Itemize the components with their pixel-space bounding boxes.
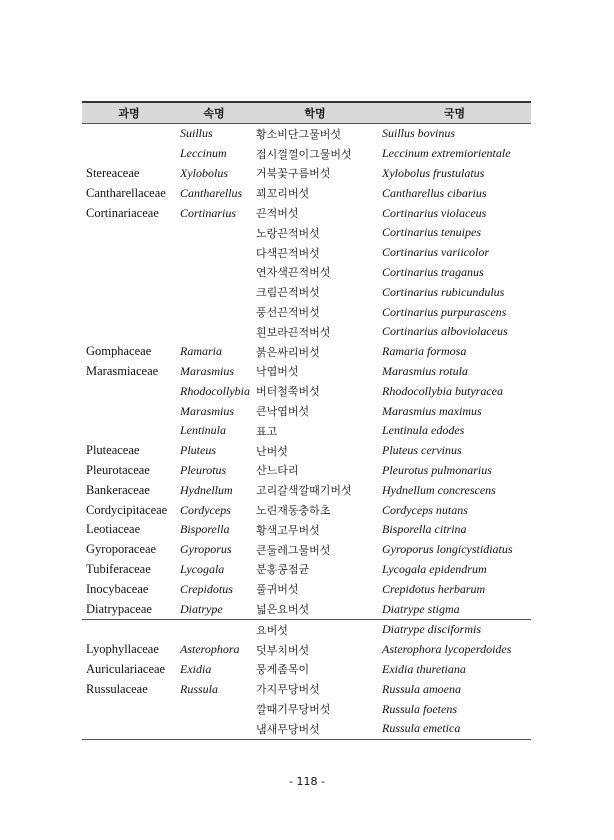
table-row (82, 342, 531, 362)
table-row (82, 362, 531, 382)
genus-cell: Crepidotus (180, 581, 233, 596)
genus-cell: Leccinum (180, 146, 227, 161)
genus-cell: Marasmius (180, 403, 235, 418)
header-korean-name: 국명 (378, 102, 531, 124)
scientific-name-cell: Ramaria formosa (382, 344, 467, 359)
scientific-name-cell: Cortinarius rubicundulus (382, 284, 505, 299)
genus-cell: Gyroporus (180, 542, 232, 557)
table-row (82, 640, 531, 660)
genus-cell (176, 223, 252, 243)
genus-cell: Lentinula (180, 423, 227, 438)
genus-cell (176, 302, 252, 322)
scientific-name-cell: Cortinarius variicolor (382, 245, 490, 260)
header-scientific-name: 학명 (252, 102, 378, 124)
table-row (82, 480, 531, 500)
table-row (82, 302, 531, 322)
scientific-name-cell: Pluteus cervinus (382, 443, 462, 458)
genus-cell: Exidia (180, 661, 212, 676)
table-row (82, 421, 531, 441)
korean-name-cell: 넓은요버섯 (252, 599, 378, 619)
family-cell (82, 619, 176, 639)
table-row (82, 322, 531, 342)
table-row (82, 719, 531, 739)
genus-cell: Cortinarius (180, 205, 237, 220)
korean-name-cell: 거북꽃구름버섯 (256, 167, 331, 181)
family-cell (82, 223, 176, 243)
genus-cell (176, 322, 252, 342)
table-row (82, 124, 531, 144)
scientific-name-cell: Marasmius rotula (382, 363, 468, 378)
korean-name-cell: 풍선끈적버섯 (256, 306, 320, 320)
genus-cell: Pleurotus (180, 462, 227, 477)
korean-name-cell: 버터철쭉버섯 (256, 385, 320, 399)
korean-name-cell: 붉은싸리버섯 (256, 345, 320, 359)
table-row (82, 699, 531, 719)
genus-cell (176, 719, 252, 739)
family-cell (82, 381, 176, 401)
table-row (82, 263, 531, 283)
table-row (82, 401, 531, 421)
scientific-name-cell: Diatrype disciformis (382, 622, 481, 637)
page-number: - 118 - (289, 775, 325, 788)
table-row (82, 520, 531, 540)
genus-cell: Russula (180, 681, 219, 696)
family-cell: Inocybaceae (86, 581, 149, 596)
scientific-name-cell: Cortinarius purpurascens (382, 304, 507, 319)
table-row (82, 223, 531, 243)
genus-cell: Ramaria (180, 344, 222, 359)
genus-cell (176, 282, 252, 302)
scientific-name-cell: Exidia thuretiana (382, 661, 466, 676)
family-cell (82, 421, 176, 441)
family-cell (82, 699, 176, 719)
family-cell (82, 243, 176, 263)
korean-name-cell: 깔때기무당버섯 (256, 703, 331, 716)
korean-name-cell: 황소비단그물버섯 (256, 127, 342, 141)
korean-name-cell: 연자색끈적버섯 (256, 266, 331, 280)
family-cell: Tubiferaceae (86, 561, 151, 576)
table-row (82, 282, 531, 302)
family-cell: Lyophyllaceae (86, 642, 159, 657)
scientific-name-cell: Suillus bovinus (382, 126, 456, 141)
genus-cell: Pluteus (180, 443, 216, 458)
family-cell: Cortinariaceae (86, 205, 159, 220)
table-row (82, 144, 531, 164)
genus-cell: Suillus (180, 126, 213, 141)
family-cell: Gyroporaceae (86, 542, 157, 557)
scientific-name-cell: Pleurotus pulmonarius (382, 462, 492, 477)
genus-cell: Bisporella (180, 522, 230, 537)
scientific-name-cell: Marasmius maximus (382, 403, 482, 418)
scientific-name-cell: Russula emetica (378, 719, 531, 739)
table-row (82, 579, 531, 599)
family-cell: Stereaceae (86, 165, 140, 180)
genus-cell: Rhodocollybia (180, 383, 250, 398)
table-row (82, 243, 531, 263)
species-table (82, 101, 531, 740)
table-row (82, 500, 531, 520)
family-cell: Diatrypaceae (82, 599, 176, 619)
family-cell (82, 282, 176, 302)
korean-name-cell: 꾀꼬리버섯 (256, 187, 310, 201)
scientific-name-cell: Cordyceps nutans (382, 502, 468, 517)
table-row (82, 461, 531, 481)
korean-name-cell: 큰둘레그물버섯 (256, 543, 331, 557)
scientific-name-cell: Cortinarius violaceus (382, 205, 487, 220)
family-cell: Auriculariaceae (86, 661, 166, 676)
table-row (82, 203, 531, 223)
scientific-name-cell: Hydnellum concrescens (382, 482, 496, 497)
scientific-name-cell: Lentinula edodes (382, 423, 465, 438)
family-cell: Russulaceae (86, 681, 148, 696)
table-row (82, 619, 531, 639)
table-header-row (82, 102, 531, 124)
korean-name-cell: 접시껄껄이그물버섯 (256, 147, 352, 161)
korean-name-cell: 표고 (256, 424, 278, 438)
scientific-name-cell: Bisporella citrina (382, 522, 467, 537)
family-cell (82, 401, 176, 421)
korean-name-cell: 요버섯 (256, 623, 288, 637)
scientific-name-cell: Cortinarius tenuipes (382, 225, 482, 240)
family-cell: Marasmiaceae (86, 363, 159, 378)
scientific-name-cell: Diatrype stigma (378, 599, 531, 619)
korean-name-cell: 산느타리 (256, 464, 299, 478)
scientific-name-cell: Gyroporus longicystidiatus (382, 542, 513, 557)
genus-cell: Asterophora (180, 642, 240, 657)
table-row (82, 183, 531, 203)
genus-cell: Marasmius (180, 363, 235, 378)
korean-name-cell: 풀귀버섯 (256, 583, 299, 597)
korean-name-cell: 고리갈색깔때기버섯 (256, 484, 352, 498)
family-cell (82, 322, 176, 342)
scientific-name-cell: Russula foetens (382, 701, 457, 716)
family-cell (82, 302, 176, 322)
header-family: 과명 (82, 102, 176, 124)
scientific-name-cell: Cortinarius alboviolaceus (382, 324, 508, 339)
scientific-name-cell: Lycogala epidendrum (382, 561, 487, 576)
korean-name-cell: 다색끈적버섯 (256, 246, 320, 260)
korean-name-cell: 노린재동충하초 (256, 504, 331, 518)
family-cell: Pleurotaceae (86, 462, 150, 477)
table-row (82, 560, 531, 580)
genus-cell (176, 619, 252, 639)
scientific-name-cell: Rhodocollybia butyracea (382, 383, 503, 398)
genus-cell: Cantharellus (180, 185, 243, 200)
korean-name-cell: 흰보라끈적버섯 (256, 325, 331, 339)
korean-name-cell: 냄새무당버섯 (252, 719, 378, 739)
family-cell: Cantharellaceae (86, 185, 166, 200)
table-body (82, 124, 531, 740)
family-cell (82, 124, 176, 144)
family-cell: Gomphaceae (86, 344, 152, 359)
family-cell (82, 144, 176, 164)
family-cell (82, 263, 176, 283)
genus-cell (176, 243, 252, 263)
table-row (82, 660, 531, 680)
family-cell: Leotiaceae (86, 522, 141, 537)
scientific-name-cell: Asterophora lycoperdoides (382, 642, 512, 657)
korean-name-cell: 크림끈적버섯 (256, 286, 320, 300)
korean-name-cell: 노랑끈적버섯 (256, 226, 320, 240)
family-cell (82, 719, 176, 739)
genus-cell: Lycogala (180, 561, 225, 576)
table-row (82, 164, 531, 184)
korean-name-cell: 가지무당버섯 (256, 683, 320, 697)
table-row (82, 679, 531, 699)
korean-name-cell: 큰낙엽버섯 (256, 405, 310, 419)
genus-cell: Hydnellum (180, 482, 233, 497)
korean-name-cell: 뭉게좀목이 (256, 663, 310, 677)
header-genus: 속명 (176, 102, 252, 124)
genus-cell (176, 263, 252, 283)
scientific-name-cell: Cortinarius traganus (382, 264, 484, 279)
genus-cell: Xylobolus (180, 165, 228, 180)
family-cell: Cordycipitaceae (86, 502, 168, 517)
scientific-name-cell: Russula amoena (382, 681, 461, 696)
korean-name-cell: 낙엽버섯 (256, 365, 299, 379)
korean-name-cell: 끈적버섯 (256, 207, 299, 221)
korean-name-cell: 황색고무버섯 (256, 523, 320, 537)
korean-name-cell: 분홍콩점균 (256, 563, 310, 577)
family-cell: Pluteaceae (86, 443, 140, 458)
scientific-name-cell: Crepidotus herbarum (382, 581, 486, 596)
table-row (82, 540, 531, 560)
table-row (82, 599, 531, 619)
table-row (82, 381, 531, 401)
scientific-name-cell: Xylobolus frustulatus (382, 165, 485, 180)
genus-cell (176, 699, 252, 719)
scientific-name-cell: Leccinum extremiorientale (382, 146, 511, 161)
family-cell: Bankeraceae (86, 482, 150, 497)
genus-cell: Cordyceps (180, 502, 231, 517)
genus-cell: Diatrype (176, 599, 252, 619)
korean-name-cell: 난버섯 (256, 444, 288, 458)
table-row (82, 441, 531, 461)
korean-name-cell: 덧부치버섯 (256, 643, 310, 657)
scientific-name-cell: Cantharellus cibarius (382, 185, 487, 200)
